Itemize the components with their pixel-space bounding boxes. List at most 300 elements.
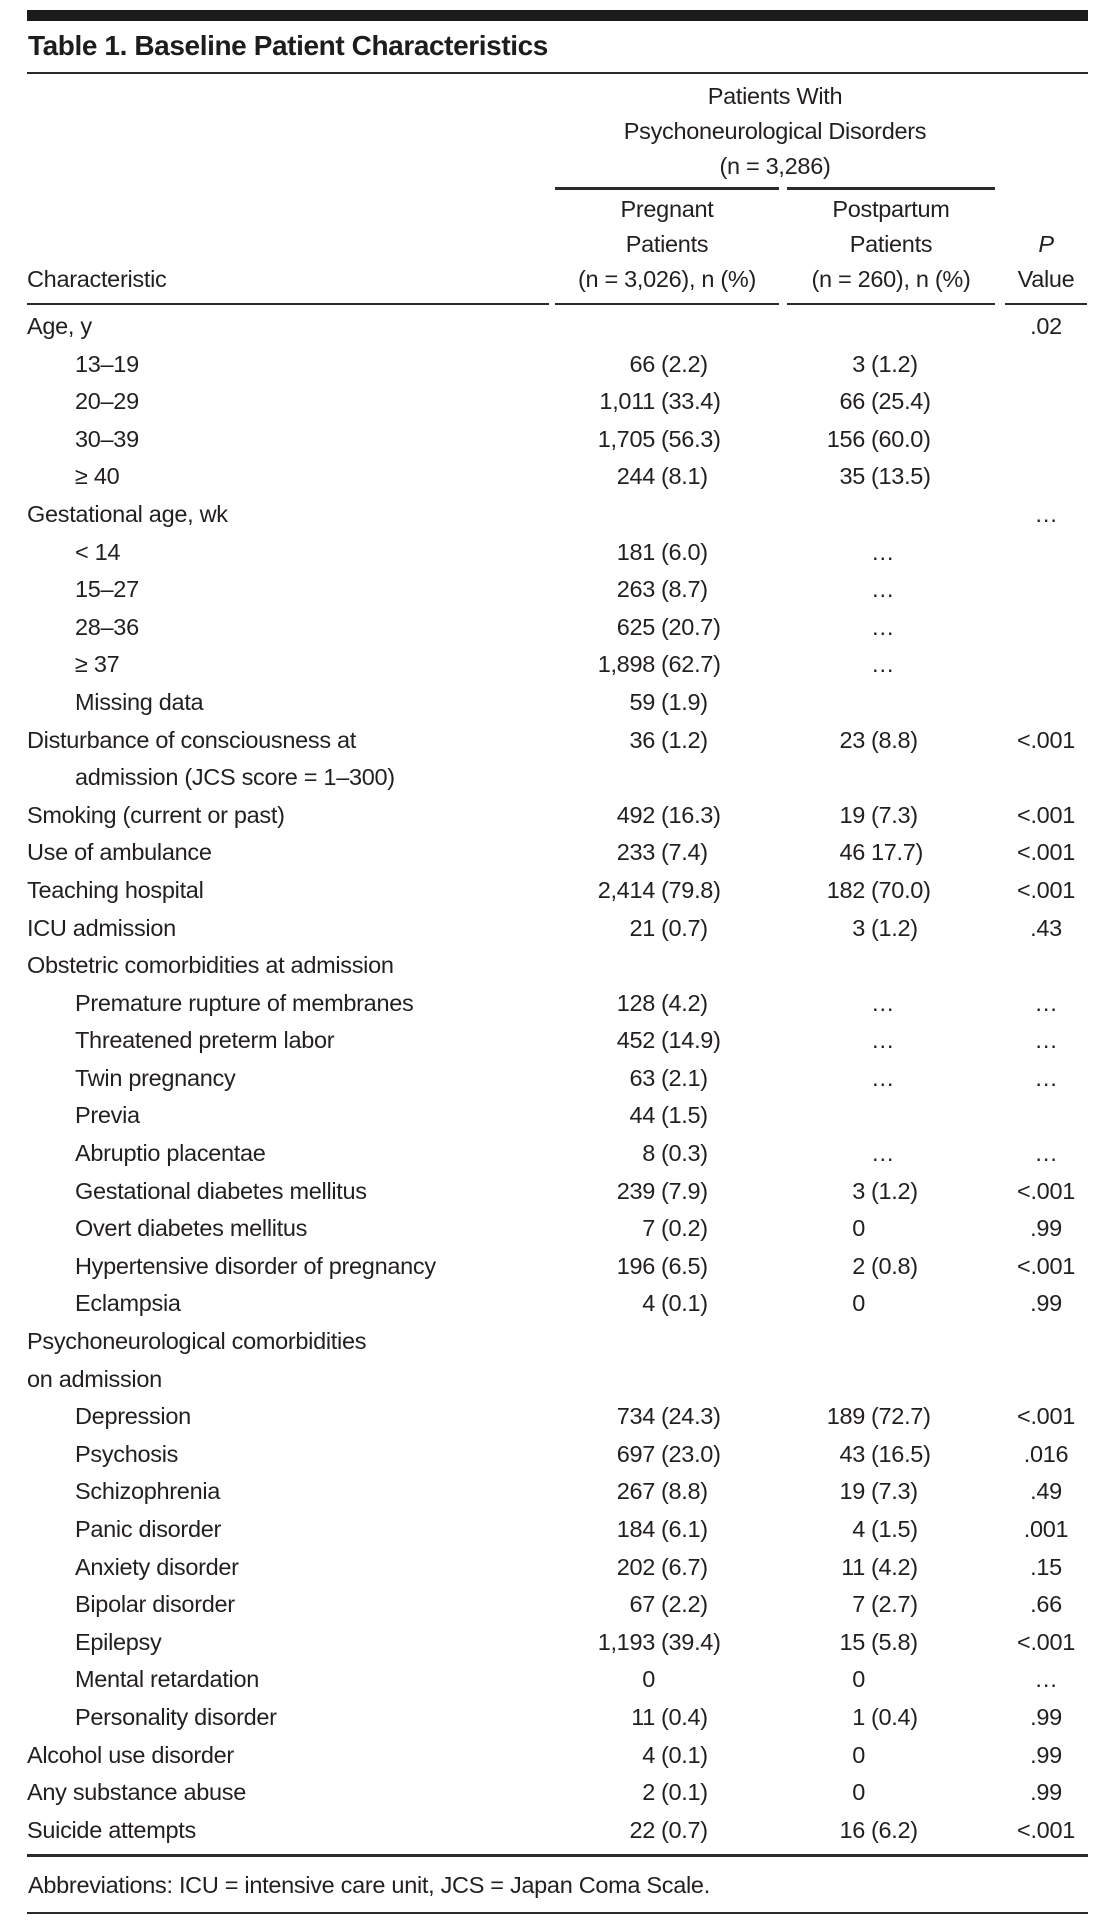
percent-value: (6.7): [661, 1553, 708, 1580]
pregnant-cell: [555, 1586, 779, 1624]
percent-value: (8.8): [661, 1478, 708, 1505]
count-value: [787, 1060, 865, 1098]
count-value: 7: [852, 1591, 865, 1618]
table-row: [27, 947, 1088, 985]
percent-value: (6.1): [661, 1516, 708, 1542]
postpartum-cell: [787, 1737, 995, 1775]
pregnant-cell: [555, 1097, 779, 1135]
percent-value: (23.0): [661, 1440, 721, 1467]
characteristic-label: Abruptio placentae: [75, 1140, 266, 1167]
characteristic-label: Disturbance of consciousness at: [27, 726, 357, 753]
spanner-row: [27, 79, 1088, 190]
pvalue-cell: …: [1034, 1666, 1058, 1693]
percent-value: …: [871, 651, 895, 678]
count-value: 15: [839, 1628, 865, 1655]
table-row: [27, 383, 1088, 421]
characteristic-label: Twin pregnancy: [75, 1064, 236, 1091]
spanner-line: Psychoneurological Disorders: [623, 118, 927, 144]
postpartum-cell: [787, 1173, 995, 1211]
characteristic-label: Schizophrenia: [75, 1478, 221, 1505]
characteristic-label: Anxiety disorder: [75, 1553, 239, 1580]
count-value: 184: [616, 1516, 655, 1542]
characteristic-label-line2: admission (JCS score = 1–300): [75, 764, 395, 791]
characteristic-cell: [27, 872, 549, 910]
postpartum-cell: [787, 1248, 995, 1286]
table-row: [27, 1285, 1088, 1323]
table-row: [27, 646, 1088, 684]
characteristic-cell: [27, 1812, 549, 1850]
percent-value: (8.1): [661, 463, 708, 490]
pregnant-cell: [555, 1549, 779, 1587]
postpartum-cell: [787, 872, 995, 910]
pregnant-cell: [555, 1699, 779, 1737]
table-body: [27, 305, 1088, 1849]
count-value: 36: [629, 726, 655, 753]
postpartum-cell: [787, 1135, 995, 1173]
pvalue-cell: <.001: [1017, 839, 1075, 866]
percent-value: 17.7): [871, 839, 924, 866]
percent-value: …: [871, 576, 895, 603]
spanner-line: Patients With: [707, 83, 843, 109]
percent-value: (6.5): [661, 1252, 708, 1279]
postpartum-cell: [787, 609, 995, 647]
column-headers: [27, 192, 1088, 297]
characteristic-label: Previa: [75, 1102, 140, 1129]
count-value: 66: [839, 388, 865, 415]
count-value: [787, 534, 865, 572]
postpartum-cell: [787, 985, 995, 1023]
pvalue-cell: …: [1034, 1064, 1058, 1091]
table-row: [27, 496, 1088, 534]
count-value: [787, 646, 865, 684]
pvalue-cell: <.001: [1017, 1252, 1075, 1279]
count-value: 3: [852, 350, 865, 377]
postpartum-cell: [787, 1436, 995, 1474]
percent-value: (70.0): [871, 876, 931, 903]
count-value: 0: [852, 1741, 865, 1768]
percent-value: (60.0): [871, 425, 931, 452]
table-row: [27, 346, 1088, 384]
table-row: [27, 797, 1088, 835]
pregnant-cell: [555, 1774, 779, 1812]
characteristic-cell: [27, 1586, 549, 1624]
count-value: [787, 571, 865, 609]
characteristic-cell: [27, 684, 549, 722]
percent-value: (4.2): [661, 989, 708, 1016]
pvalue-cell: .99: [1030, 1703, 1062, 1730]
postpartum-cell: [787, 1285, 995, 1323]
percent-value: (1.2): [871, 1177, 918, 1204]
count-value: 0: [852, 1290, 865, 1317]
characteristic-cell: [27, 1285, 549, 1323]
characteristic-cell: [27, 1737, 549, 1775]
count-value: 4: [642, 1741, 655, 1768]
count-value: 2: [642, 1779, 655, 1806]
percent-value: (0.8): [871, 1252, 918, 1279]
characteristic-cell: [27, 346, 549, 384]
percent-value: (7.3): [871, 1478, 918, 1505]
pregnant-cell: [555, 910, 779, 948]
pregnant-cell: [555, 1210, 779, 1248]
pvalue-cell: .99: [1030, 1779, 1062, 1806]
count-value: 734: [616, 1403, 655, 1430]
characteristic-label: ICU admission: [27, 914, 176, 941]
percent-value: …: [871, 613, 895, 640]
characteristic-cell: [27, 1323, 549, 1398]
percent-value: (33.4): [661, 388, 721, 415]
table-row: [27, 1549, 1088, 1587]
percent-value: (0.4): [871, 1703, 918, 1730]
characteristic-cell: [27, 1248, 549, 1286]
count-value: 239: [616, 1177, 655, 1204]
characteristic-cell: [27, 1774, 549, 1812]
pvalue-cell: …: [1034, 989, 1058, 1016]
pvalue-cell: .15: [1030, 1553, 1062, 1580]
column-spanner: [555, 79, 995, 190]
characteristic-label: Personality disorder: [75, 1703, 277, 1730]
characteristic-label: Bipolar disorder: [75, 1591, 235, 1618]
table-row: [27, 458, 1088, 496]
pregnant-cell: [555, 1060, 779, 1098]
postpartum-cell: [787, 1060, 995, 1098]
count-value: 492: [616, 801, 655, 828]
table-row: [27, 1586, 1088, 1624]
percent-value: (72.7): [871, 1403, 931, 1430]
percent-value: (7.9): [661, 1177, 708, 1204]
table-row: [27, 1173, 1088, 1211]
table-row: [27, 1624, 1088, 1662]
table-row: [27, 1097, 1088, 1135]
count-value: 46: [839, 839, 865, 866]
count-value: 44: [629, 1102, 655, 1129]
characteristic-label: Use of ambulance: [27, 839, 212, 866]
percent-value: (16.3): [661, 801, 721, 828]
pregnant-cell: [555, 1398, 779, 1436]
rule-gap: [779, 187, 787, 190]
percent-value: (1.2): [661, 726, 708, 753]
pregnant-cell: [555, 1737, 779, 1775]
characteristic-cell: [27, 1135, 549, 1173]
characteristic-label: 13–19: [75, 350, 139, 377]
pregnant-cell: [555, 383, 779, 421]
count-value: [787, 609, 865, 647]
pvalue-cell: .49: [1030, 1478, 1062, 1505]
rule-gap: [995, 303, 1005, 306]
percent-value: (0.2): [661, 1215, 708, 1242]
abbreviations-footnote: Abbreviations: ICU = intensive care unit, JCS = Japan Coma Scale.: [28, 1871, 710, 1898]
table-row: [27, 1022, 1088, 1060]
count-value: [787, 985, 865, 1023]
pvalue-cell: .001: [1023, 1516, 1069, 1542]
characteristic-label-line2: on admission: [27, 1365, 162, 1392]
characteristic-label: 20–29: [75, 388, 139, 415]
percent-value: (1.5): [661, 1102, 708, 1129]
characteristic-label: Threatened preterm labor: [75, 1027, 335, 1054]
characteristic-cell: [27, 1436, 549, 1474]
percent-value: [871, 1661, 995, 1699]
percent-value: (79.8): [661, 876, 721, 903]
percent-value: [871, 1285, 995, 1323]
pregnant-cell: [555, 1436, 779, 1474]
header-rule-segment: [787, 303, 995, 306]
pvalue-cell: <.001: [1017, 1403, 1075, 1430]
count-value: 267: [616, 1478, 655, 1505]
characteristic-label: Suicide attempts: [27, 1816, 196, 1843]
percent-value: (6.0): [661, 538, 708, 565]
postpartum-cell: [787, 1473, 995, 1511]
characteristic-cell: [27, 308, 549, 346]
percent-value: (39.4): [661, 1628, 721, 1655]
bottom-rule: [27, 1912, 1088, 1914]
count-value: 3: [852, 1177, 865, 1204]
percent-value: (20.7): [661, 613, 721, 640]
count-value: 625: [616, 613, 655, 640]
count-value: 67: [629, 1591, 655, 1618]
count-value: 35: [839, 463, 865, 490]
characteristic-label: Smoking (current or past): [27, 801, 285, 828]
characteristic-cell: [27, 421, 549, 459]
table-row: [27, 722, 1088, 797]
count-value: 1,705: [597, 425, 655, 452]
characteristic-label: Obstetric comorbidities at admission: [27, 952, 394, 979]
table-row: [27, 684, 1088, 722]
postpartum-cell: [787, 646, 995, 684]
pvalue-cell: .99: [1030, 1290, 1062, 1317]
percent-value: …: [871, 989, 895, 1016]
characteristic-label: < 14: [75, 538, 121, 565]
table-row: [27, 1737, 1088, 1775]
pvalue-cell: .02: [1030, 313, 1062, 339]
percent-value: (0.3): [661, 1140, 708, 1167]
percent-value: (2.2): [661, 350, 708, 377]
characteristic-cell: [27, 910, 549, 948]
header-rule-segment: [1005, 303, 1087, 306]
pvalue-cell: …: [1034, 1140, 1058, 1167]
count-value: 43: [839, 1440, 865, 1467]
count-value: 19: [839, 1478, 865, 1505]
percent-value: (0.1): [661, 1741, 708, 1768]
count-value: 4: [642, 1290, 655, 1317]
characteristic-label: Gestational diabetes mellitus: [75, 1177, 367, 1204]
percent-value: …: [871, 1064, 895, 1091]
pregnant-cell: [555, 1285, 779, 1323]
pvalue-cell: .99: [1030, 1741, 1062, 1768]
characteristic-label: Overt diabetes mellitus: [75, 1215, 308, 1242]
characteristic-cell: [27, 1060, 549, 1098]
count-value: 1,898: [597, 651, 655, 678]
characteristic-label: Psychosis: [75, 1440, 179, 1467]
percent-value: (25.4): [871, 388, 931, 415]
characteristic-cell: [27, 797, 549, 835]
postpartum-cell: [787, 1210, 995, 1248]
pregnant-cell: [555, 1173, 779, 1211]
count-value: 189: [826, 1403, 865, 1430]
postpartum-cell: [787, 834, 995, 872]
table-row: [27, 421, 1088, 459]
percent-value: …: [871, 538, 895, 565]
pregnant-cell: [555, 1511, 779, 1549]
spanner-spacer: [27, 79, 555, 190]
count-value: 63: [629, 1064, 655, 1091]
count-value: 21: [629, 914, 655, 941]
table-container: [27, 10, 1088, 1914]
pvalue-cell: …: [1034, 500, 1058, 527]
count-value: 2,414: [597, 876, 655, 903]
table-row: [27, 1774, 1088, 1812]
pregnant-cell: [555, 722, 779, 760]
column-header-pregnant: Pregnant Patients (n = 3,026), n (%): [577, 195, 757, 292]
percent-value: (8.7): [661, 576, 708, 603]
percent-value: (8.8): [871, 726, 918, 753]
percent-value: (6.2): [871, 1816, 918, 1843]
postpartum-cell: [787, 571, 995, 609]
characteristic-label: Hypertensive disorder of pregnancy: [75, 1252, 436, 1279]
table-row: [27, 308, 1088, 346]
percent-value: (4.2): [871, 1553, 918, 1580]
characteristic-cell: [27, 834, 549, 872]
percent-value: (7.4): [661, 839, 708, 866]
postpartum-cell: [787, 534, 995, 572]
header-rule: [27, 303, 1088, 306]
spanner-rule: [555, 187, 995, 190]
characteristic-label: 30–39: [75, 425, 139, 452]
count-value: 0: [642, 1666, 655, 1693]
characteristic-label: Gestational age, wk: [27, 500, 228, 527]
spanner-rule-segment: [555, 187, 779, 190]
pregnant-cell: [555, 534, 779, 572]
pvalue-cell: <.001: [1017, 876, 1075, 903]
percent-value: [871, 1774, 995, 1812]
table-row: [27, 609, 1088, 647]
count-value: 244: [616, 463, 655, 490]
count-value: 1,011: [599, 388, 655, 415]
percent-value: [871, 1210, 995, 1248]
characteristic-cell: [27, 1022, 549, 1060]
pregnant-cell: [555, 571, 779, 609]
characteristic-label: Epilepsy: [75, 1628, 162, 1655]
count-value: 2: [852, 1252, 865, 1279]
characteristic-label: Teaching hospital: [27, 876, 204, 903]
count-value: 128: [616, 989, 655, 1016]
table-row: [27, 872, 1088, 910]
characteristic-label: Panic disorder: [75, 1516, 222, 1542]
percent-value: (0.1): [661, 1290, 708, 1317]
characteristic-cell: [27, 609, 549, 647]
table-title: Table 1. Baseline Patient Characteristics: [28, 30, 548, 61]
postpartum-cell: [787, 1549, 995, 1587]
percent-value: (1.2): [871, 914, 918, 941]
pregnant-cell: [555, 609, 779, 647]
percent-value: (5.8): [871, 1628, 918, 1655]
table-row: [27, 1323, 1088, 1398]
pvalue-cell: <.001: [1017, 1177, 1075, 1204]
postpartum-cell: [787, 383, 995, 421]
count-value: 66: [629, 350, 655, 377]
characteristic-cell: [27, 571, 549, 609]
count-value: 0: [852, 1779, 865, 1806]
characteristic-label: ≥ 40: [75, 463, 120, 490]
table-row: [27, 1661, 1088, 1699]
pregnant-cell: [555, 1022, 779, 1060]
pvalue-cell: …: [1034, 1027, 1058, 1054]
table-row: [27, 534, 1088, 572]
count-value: 19: [839, 801, 865, 828]
characteristic-label: Alcohol use disorder: [27, 1741, 234, 1768]
table-row: [27, 1812, 1088, 1850]
characteristic-cell: [27, 1173, 549, 1211]
characteristic-cell: [27, 383, 549, 421]
characteristic-cell: [27, 1549, 549, 1587]
characteristic-label: ≥ 37: [75, 651, 120, 678]
pvalue-cell: .66: [1030, 1591, 1062, 1618]
postpartum-cell: [787, 722, 995, 760]
count-value: 59: [629, 688, 655, 715]
postpartum-cell: [787, 1699, 995, 1737]
pvalue-cell: <.001: [1017, 801, 1075, 828]
characteristic-cell: [27, 458, 549, 496]
pregnant-cell: [555, 872, 779, 910]
table-row: [27, 1699, 1088, 1737]
table-row: [27, 834, 1088, 872]
percent-value: (0.4): [661, 1703, 708, 1730]
count-value: 181: [616, 538, 655, 565]
header-rule-segment: [27, 303, 549, 306]
pregnant-cell: [555, 1473, 779, 1511]
percent-value: (0.1): [661, 1779, 708, 1806]
count-value: 0: [852, 1215, 865, 1242]
count-value: 1: [852, 1703, 865, 1730]
count-value: 202: [616, 1553, 655, 1580]
postpartum-cell: [787, 1398, 995, 1436]
characteristic-cell: [27, 947, 549, 985]
count-value: 233: [616, 839, 655, 866]
count-value: 8: [642, 1140, 655, 1167]
count-value: [787, 1022, 865, 1060]
characteristic-label: Depression: [75, 1403, 191, 1430]
pregnant-cell: [555, 1661, 779, 1699]
table-row: [27, 1436, 1088, 1474]
percent-value: (2.7): [871, 1591, 918, 1618]
characteristic-cell: [27, 1097, 549, 1135]
pvalue-cell: <.001: [1017, 726, 1075, 753]
percent-value: (1.9): [661, 688, 708, 715]
pvalue-cell: .99: [1030, 1215, 1062, 1242]
percent-value: (0.7): [661, 914, 708, 941]
characteristic-label: Age, y: [27, 313, 92, 339]
characteristic-cell: [27, 1661, 549, 1699]
characteristic-cell: [27, 1210, 549, 1248]
column-header-pvalue: P Value: [1017, 230, 1075, 292]
characteristic-label: Missing data: [75, 688, 204, 715]
table-row: [27, 1248, 1088, 1286]
pregnant-cell: [555, 346, 779, 384]
characteristic-cell: [27, 1473, 549, 1511]
count-value: 182: [826, 876, 865, 903]
postpartum-cell: [787, 797, 995, 835]
count-value: 7: [642, 1215, 655, 1242]
characteristic-cell: [27, 646, 549, 684]
percent-value: (62.7): [661, 651, 721, 678]
count-value: 1,193: [597, 1628, 655, 1655]
pvalue-cell: <.001: [1017, 1628, 1075, 1655]
postpartum-cell: [787, 910, 995, 948]
column-header-postpartum: Postpartum Patients (n = 260), n (%): [811, 195, 971, 292]
percent-value: …: [871, 1140, 895, 1167]
characteristic-label: 15–27: [75, 576, 139, 603]
header-rule-segment: [555, 303, 779, 306]
pregnant-cell: [555, 1248, 779, 1286]
characteristic-label: Eclampsia: [75, 1290, 181, 1317]
